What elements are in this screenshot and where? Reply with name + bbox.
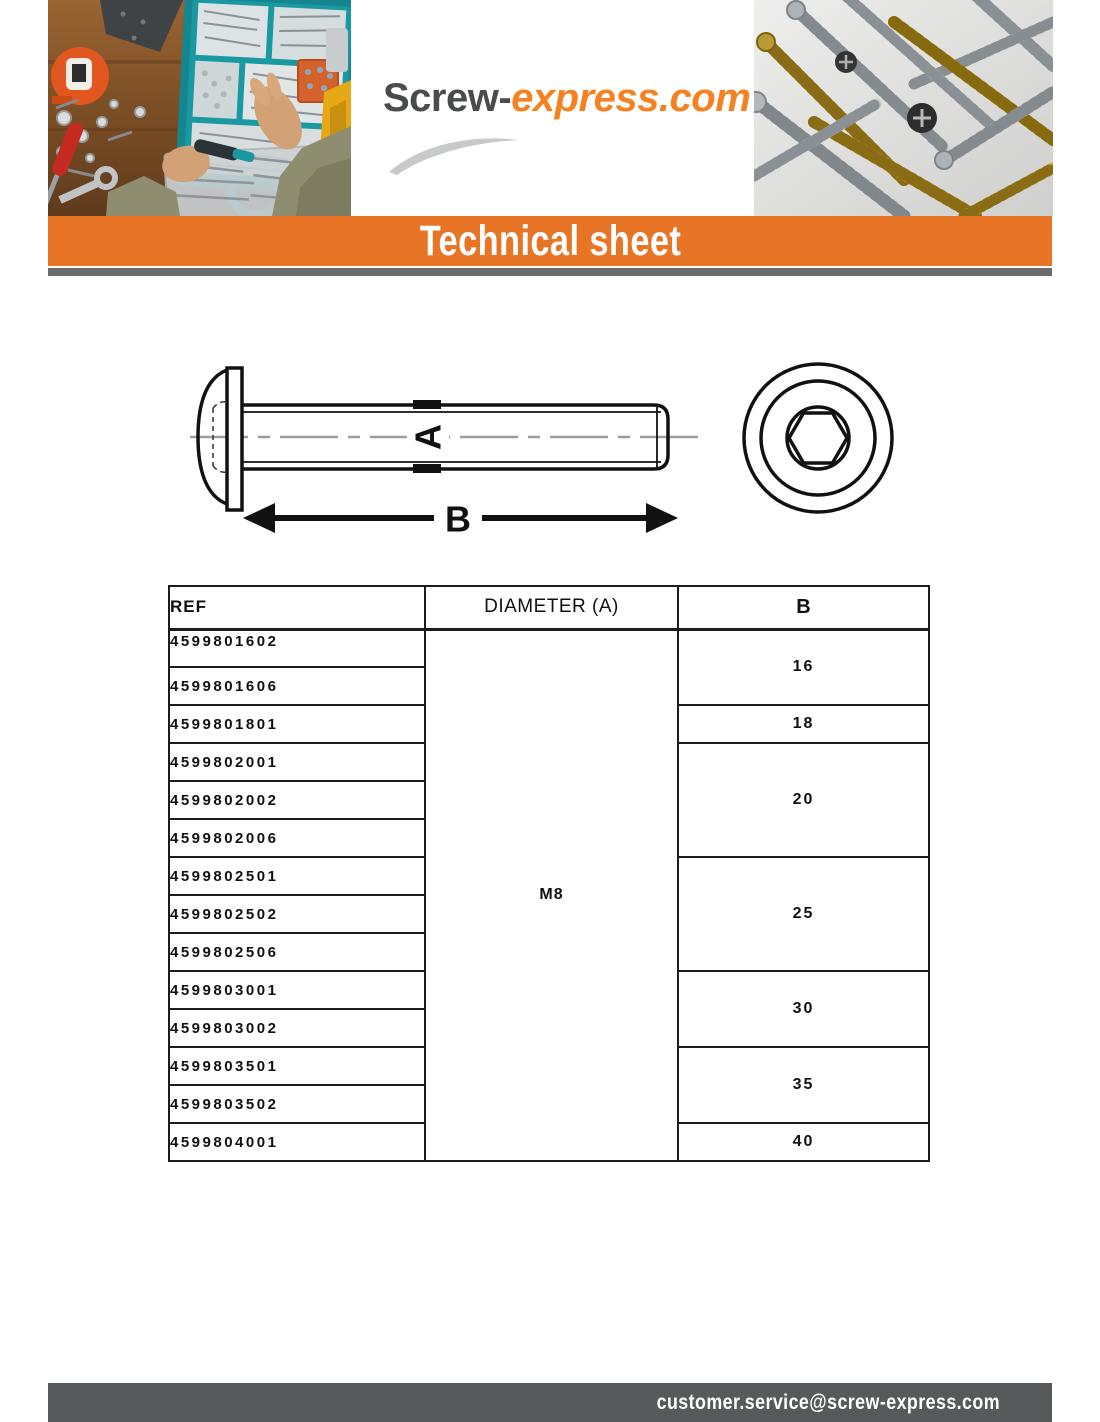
dimension-a-tick-bottom: [413, 464, 441, 473]
ref-cell: 4599801602: [169, 629, 425, 667]
page-title: Technical sheet: [419, 216, 681, 265]
ref-cell: 4599801801: [169, 705, 425, 743]
b-length-cell: 30: [678, 971, 929, 1047]
b-length-cell: 16: [678, 629, 929, 705]
screw-pile-art: [754, 0, 1053, 216]
ref-cell: 4599803001: [169, 971, 425, 1009]
hex-socket: [789, 413, 847, 463]
dimension-a-tick-top: [413, 400, 441, 409]
ref-cell: 4599803501: [169, 1047, 425, 1085]
title-banner: [48, 216, 1052, 266]
label-b: B: [445, 498, 471, 540]
spec-table-header-row: [169, 586, 929, 629]
logo-text-orange: express.com: [511, 76, 751, 120]
column-header-b: B: [678, 586, 929, 629]
tape-measure: [51, 47, 109, 105]
ref-cell: 4599803002: [169, 1009, 425, 1047]
column-header-ref: REF: [169, 586, 425, 629]
label-a: A: [407, 424, 449, 450]
table-row: [169, 629, 929, 667]
ref-cell: 4599802506: [169, 933, 425, 971]
b-length-cell: 18: [678, 705, 929, 743]
workbench-photo-art: [48, 0, 351, 216]
customer-service-email: customer.service@screw-express.com: [656, 1390, 1000, 1414]
dimension-b: [243, 499, 678, 540]
b-length-cell: 40: [678, 1123, 929, 1161]
ref-cell: 4599803502: [169, 1085, 425, 1123]
logo-swoosh: [387, 128, 537, 176]
b-length-cell: 35: [678, 1047, 929, 1123]
logo-text-gray: Screw-: [383, 76, 512, 120]
b-length-cell: 25: [678, 857, 929, 971]
ref-cell: 4599802501: [169, 857, 425, 895]
ref-cell: 4599802002: [169, 781, 425, 819]
spec-table-body: [169, 629, 929, 1161]
technical-drawing: [150, 330, 950, 580]
flange-circle: [744, 364, 892, 512]
arrowhead-left: [243, 503, 275, 533]
screw-pile-photo: [754, 0, 1053, 216]
ref-cell: 4599804001: [169, 1123, 425, 1161]
banner-separator: [48, 268, 1052, 276]
socket-circle: [787, 407, 849, 469]
spec-table: [168, 585, 930, 1162]
brand-logo: [383, 76, 750, 121]
spec-table-section: [168, 585, 930, 1162]
ref-cell: 4599801606: [169, 667, 425, 705]
diameter-cell: M8: [425, 629, 678, 1161]
ref-cell: 4599802006: [169, 819, 425, 857]
arrowhead-right: [646, 503, 678, 533]
ref-cell: 4599802502: [169, 895, 425, 933]
logo-area: [351, 0, 754, 216]
footer-bar: [48, 1383, 1052, 1422]
ref-cell: 4599802001: [169, 743, 425, 781]
workbench-photo: [48, 0, 351, 216]
b-length-cell: 20: [678, 743, 929, 857]
screw-end-view: [744, 364, 892, 512]
column-header-diameter: DIAMETER (A): [425, 586, 678, 629]
head-circle: [761, 381, 875, 495]
